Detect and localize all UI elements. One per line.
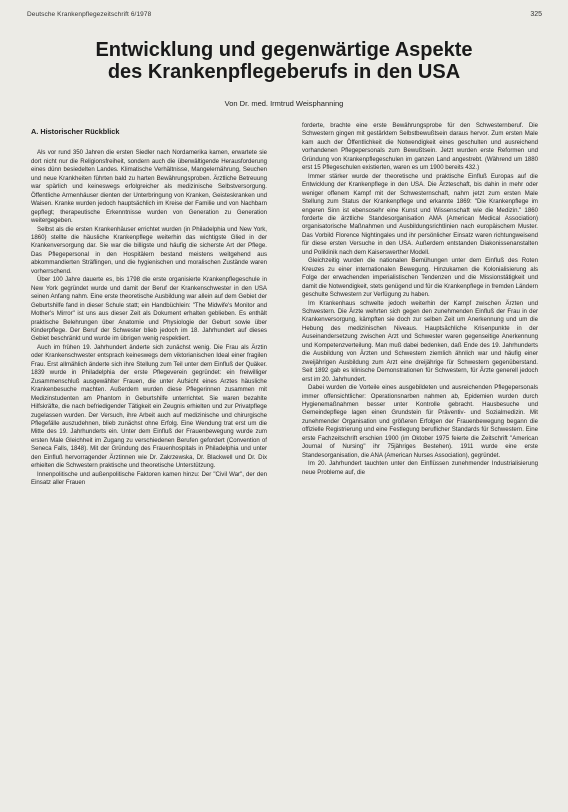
paragraph: Innenpolitische und außenpolitische Faktoren kamen hinzu: Der "Civil War", der den Einsatz aller Frauen — [31, 470, 267, 487]
right-column — [302, 122, 538, 477]
paragraph: Im 20. Jahrhundert tauchten unter den Einflüssen zunehmender Industrialisierung neue Probleme auf, die — [302, 460, 538, 476]
paragraph: Als vor rund 350 Jahren die ersten Siedler nach Nordamerika kamen, erwartete sie dort nicht nur die Religionsfreiheit, sondern auch die überwältigende Herausforderung eines dünn besiedelten Landes. Klimatische Verhältnisse, Mangelernährung, Seuchen und neue Krankheiten führten bald zu harten Bewährungsproben. Ärztliche Betreuung war spärlich und keineswegs erfolgreicher als medizinische Selbstversorgung. Öffentliche Armenhäuser dienten der Unterbringung von Kranken, Geisteskranken und Waisen. Kranke wurden jedoch hauptsächlich im Kreise der Familie und von Nachbarn gepflegt; therapeutische Erkenntnisse wurden von Generation zu Generation weitergegeben. — [31, 149, 267, 225]
paragraph: Auch im frühen 19. Jahrhundert änderte sich zunächst wenig. Die Frau als Ärztin oder Krankenschwester entsprach keineswegs dem viktorianischen Ideal einer fragilen Frau. Erst allmählich änderte sich ihre Stellung zum Teil unter dem Einfluß der Quäker. 1839 wurde in Philadelphia der erste Pflegeverein gegründet: ein freiwilliger Zusammenschluß ausgewählter Frauen, die unter Aufsicht eines Arztes häusliche Krankenbesuche machten. Außerdem wurden diese Pflegerinnen zusammen mit Medizinstudenten am Phantom in Geburtshilfe unterrichtet. Sie waren bezahlte Hilfskräfte, die nach befriedigender Tätigkeit ein Zeugnis erhielten und zur Privatpflege zugelassen wurden. Der Versuch, ihre Arbeit auch auf medizinische und chirurgische Pflegefälle auszudehnen, blieb zunächst ohne Erfolg. Eine Wendung trat erst um die Mitte des 19. Jahrhunderts ein. Unter dem Einfluß der Frauenbewegung wurde zum ersten Male Gleichheit im Zugang zu verschiedenen Berufen gefordert (Convention of Seneca Falls, 1848). Mit der Gründung des Frauenhospitals in Philadelphia und unter den Einfluß hervorragender Ärztinnen wie Dr. Zakrzewska, Dr. Blackwell und Dr. Dix erhielten die Schwestern praktische und theoretische Unterstützung. — [31, 343, 267, 470]
article-title-line-2: des Krankenpflegeberufs in den USA — [107, 61, 461, 83]
paragraph: Über 100 Jahre dauerte es, bis 1798 die erste organisierte Krankenpflegeschule in New York gegründet wurde und damit der Beruf der Krankenschwester in den USA seinen Anfang nahm. Eine erste theoretische Ausbildung war allein auf dem Gebiet der Geburtshilfe fand in dieser Schule statt; ein Handbüchlein: "The Midwife's Monitor and Mother's Mirror" ist uns aus dieser Zeit als Dokument erhalten geblieben. Es enthält praktische Belehrungen über Anatomie und Physiologie der Geburt sowie über Kinderpflege. Der Beruf der Schwester blieb jedoch im 18. Jahrhundert auf dieses Gebiet beschränkt und wurde im übrigen wenig respektiert. — [31, 276, 267, 343]
section-heading: A. Historischer Rückblick — [31, 127, 120, 136]
paragraph: Dabei wurden die Vorteile eines ausgebildeten und ausreichenden Pflegepersonals immer offensichtlicher: Operationsnarben nahmen ab, Epidemien wurden durch Hygienemaßnahmen besser unter Kontrolle gebracht. Hausbesuche und Gemeindepflege lagen einen Grundstein für Präventiv- und Sozialmedizin. Mit zunehmender Organisation und größeren Erfolgen der Frauenbewegung begann die offizielle Registrierung und eine Festlegung beruflicher Standards für Schwestern. Eine erste Fachzeitschrift erschien 1900 (im Oktober 1975 feierte die Zeitschrift "American Journal of Nursing" ihr 75jähriges Bestehen). 1911 wurde eine erste Standesorganisation, die ANA (American Nurses Association), gegründet. — [302, 384, 538, 459]
page-number: 325 — [530, 11, 542, 18]
paragraph: forderte, brachte eine erste Bewährungsprobe für den Schwesternberuf. Die Schwestern gingen mit gestärktem Selbstbewußtsein daraus hervor. Zum ersten Male kam auch der Öffentlichkeit die Notwendigkeit eines geschulten und ausreichend vorhandenen Pflegepersonals zum Bewußtsein. Jetzt wurden erste Reformen und Gründung von Krankenpflegeschulen im ganzen Land angestrebt. (Während um 1880 erst 15 Pflegeschulen existierten, waren es um 1900 bereits 432.) — [302, 122, 538, 172]
paragraph: Gleichzeitig wurden die nationalen Bemühungen unter dem Einfluß des Roten Kreuzes zu einer internationalen Bewegung. Hinzukamen die Kolonialisierung als Folge der erwachenden imperialistischen Tendenzen und die Missionstätigkeit und damit die Notwendigkeit, stets genügend und für die Krankenpflege in fremden Ländern geschulte Schwestern zur Verfügung zu haben. — [302, 257, 538, 299]
paragraph: Selbst als die ersten Krankenhäuser errichtet wurden (in Philadelphia und New York, 1860) stellte die häusliche Krankenpflege weiterhin das wichtigste Glied in der Krankenversorgung dar. Sie war die billigste und häufig die sicherste Art der Pflege. Das Pflegepersonal in den Hospitälern bestand meistens weitgehend aus abkommandierten Sträflingen, und die hygienischen und moralischen Zustände waren vorherrschend. — [31, 225, 267, 275]
paragraph: Immer stärker wurde der theoretische und praktische Einfluß Europas auf die Entwicklung der Krankenpflege in den USA. Die Ärzteschaft, bis dahin in mehr oder weniger offenem Kampf mit der Schwesternschaft, nahm jetzt zum ersten Male Stellung zum Status der Krankenpflege und erkannte 1869: "Die Krankenpflege im engeren Sinn ist ebensosehr eine Kunst und Wissenschaft wie die Medizin." 1860 forderte die ärztliche Standesorganisation AMA (American Medical Association) organisatorische Maßnahmen und Ausbildungsrichtlinien nach europäischem Muster. Das Vorbild Florence Nightingales und ihr persönlicher Einsatz waren richtungweisend für diese ersten Versuche in den USA. Außerdem entstanden Diakonissenanstalten und Poliklinik nach dem Kaiserswerther Modell. — [302, 172, 538, 256]
journal-header: Deutsche Krankenpflegezeitschrift 6/1978 — [27, 11, 152, 18]
article-author: Von Dr. med. Irmtrud Weisphanning — [224, 99, 344, 108]
paragraph: Im Krankenhaus schwelte jedoch weiterhin der Kampf zwischen Ärzten und Schwestern. Die Ärzte wehrten sich gegen den zunehmenden Einfluß der Frau in der Krankenversorgung, kämpften sie doch zur selben Zeit um Anerkennung und um die Hebung des medizinischen Niveaus. Hauptsächliche Krisenpunkte in der Auseinandersetzung zwischen Arzt und Schwester waren gegenseitige Anerkennung und Kompetenzverteilung. Man muß dabei bedenken, daß Ende des 19. Jahrhunderts die Ausbildung von Ärzten und Schwestern ziemlich ähnlich war und häufig einer zweijährigen Ausbildung zum Arzt eine dreijährige für Schwestern gegenüberstand. Seit 1892 gab es klinische Demonstrationen für Schwestern, für Ärzte generell jedoch erst im 20. Jahrhundert. — [302, 299, 538, 383]
article-title-line-1: Entwicklung und gegenwärtige Aspekte — [95, 39, 473, 61]
left-column — [31, 120, 267, 488]
